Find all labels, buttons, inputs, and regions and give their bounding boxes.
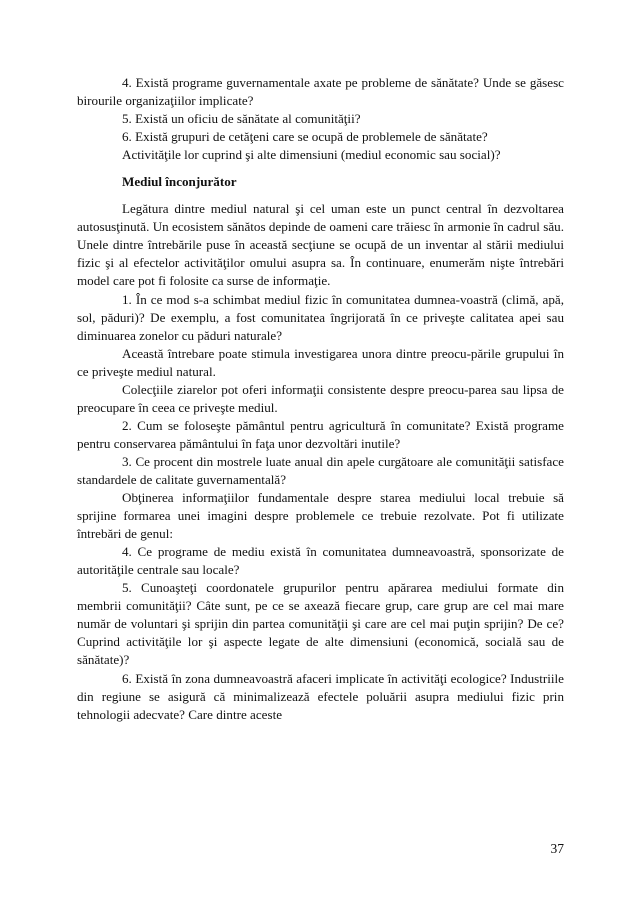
paragraph-q4-env-programs: 4. Ce programe de mediu există în comunitatea dumneavoastră, sponsorizate de autorităţile centrale sau locale? — [77, 544, 564, 578]
page-body — [77, 74, 564, 724]
paragraph-q1-physical-change: 1. În ce mod s-a schimbat mediul fizic în comunitatea dumnea-voastră (climă, apă, sol, păduri)? De exemplu, a fost comunitatea îngrijorată în ce priveşte calitatea apei sau diminuarea zonelor cu păduri naturale? — [77, 291, 564, 343]
paragraph-q6-citizen-groups: 6. Există grupuri de cetăţeni care se ocupă de problemele de sănătate? — [122, 129, 488, 145]
paragraph-intro-environment: Legătura dintre mediul natural şi cel uman este un punct central în dezvoltarea autosusţinută. Un ecosistem sănătos depinde de oameni care trăiesc în armonie în cadrul său. Unele dintre întrebările puse în această secţiune se ocupă de un inventar al stării mediului fizic şi al efectelor activităţilor omului asupra sa. În continuare, enumerăm nişte întrebări model care pot fi folosite ca surse de informaţie. — [77, 201, 564, 289]
paragraph-q5-health-office: 5. Există un oficiu de sănătate al comunităţii? — [122, 111, 361, 127]
paragraph-q3-water-samples: 3. Ce procent din mostrele luate anual din apele curgătoare ale comunităţii satisface standardele de calitate guvernamentală? — [77, 453, 564, 487]
paragraph-question-stimulus: Această întrebare poate stimula investigarea unora dintre preocu-pările grupului în ce priveşte mediul natural. — [77, 345, 564, 379]
section-heading: Mediul înconjurător — [122, 174, 237, 190]
paragraph-q2-land-use: 2. Cum se foloseşte pământul pentru agricultură în comunitate? Există programe pentru conservarea pământului în faţa unor dezvoltări inutile? — [77, 417, 564, 451]
paragraph-fundamental-info: Obţinerea informaţiilor fundamentale despre starea mediului local trebuie să sprijine formarea unei imagini despre problemele ce trebuie rezolvate. Pot fi utilizate întrebări de genul: — [77, 490, 564, 542]
paragraph-activities-dimensions: Activităţile lor cuprind şi alte dimensiuni (mediul economic sau social)? — [122, 147, 501, 163]
paragraph-newspaper-collections: Colecţiile ziarelor pot oferi informaţii consistente despre preocu-parea sau lipsa de preocupare în ceea ce priveşte mediul. — [77, 381, 564, 415]
paragraph-q4-health-programs: 4. Există programe guvernamentale axate pe probleme de sănătate? Unde se găsesc birourile organizaţiilor implicate? — [77, 75, 564, 109]
page-number: 37 — [550, 841, 564, 856]
paragraph-q5-env-groups: 5. Cunoaşteţi coordonatele grupurilor pentru apărarea mediului formate din membrii comunităţii? Câte sunt, pe ce se axează fiecare grup, care grup are cel mai mare număr de voluntari şi sprijin din partea comunităţii şi care are cel mai puţin sprijin? De ce? Cuprind activităţile lor şi aspecte legate de alte dimensiuni (economică, socială sau de sănătate)? — [77, 580, 564, 668]
paragraph-q6-eco-business: 6. Există în zona dumneavoastră afaceri implicate în activităţi ecologice? Industriile din regiune se asigură că minimalizează efectele poluării asupra mediului fizic prin tehnologii adecvate? Care dintre aceste — [77, 670, 564, 722]
